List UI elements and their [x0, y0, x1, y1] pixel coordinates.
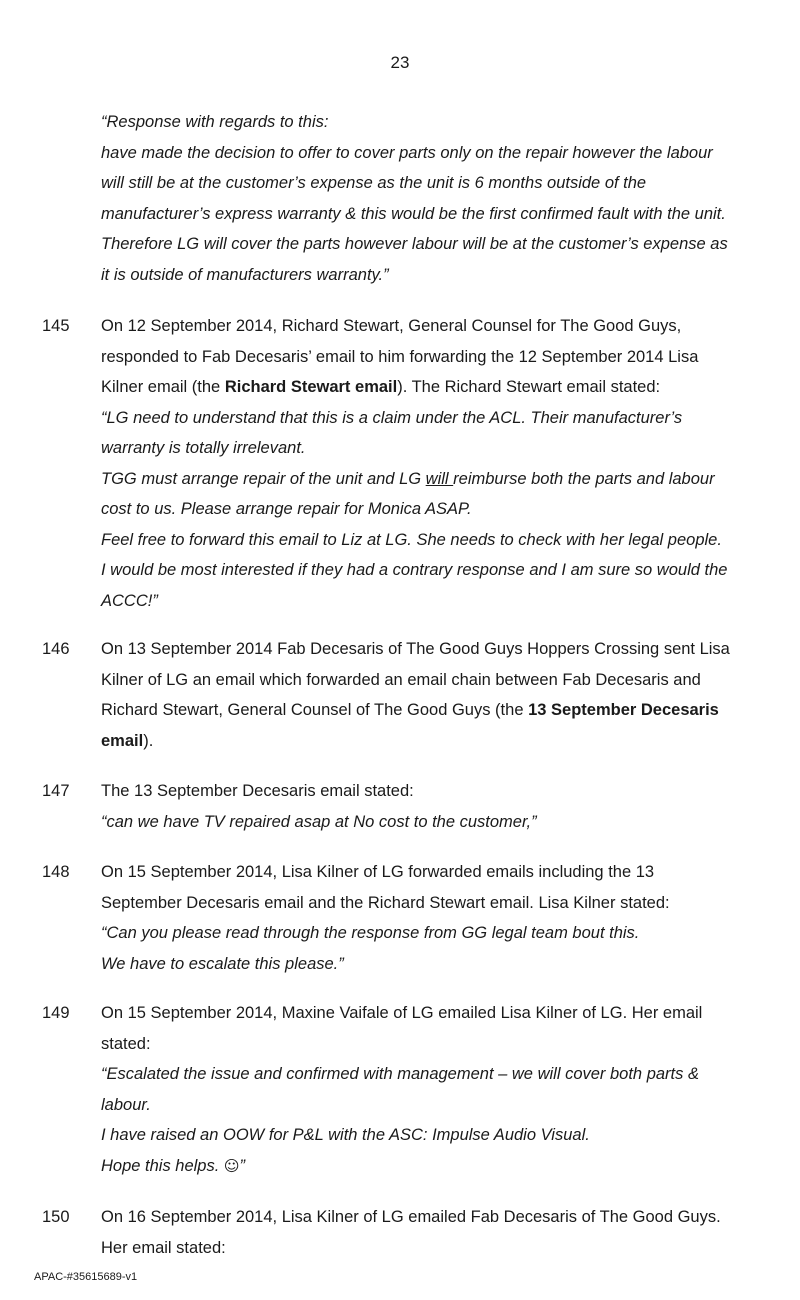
paragraph-line: On 12 September 2014, Richard Stewart, General Counsel for The Good Guys, [101, 317, 682, 335]
quote-line: I have raised an OOW for P&L with the ASC: Impulse Audio Visual. [101, 1126, 590, 1144]
paragraph-149 [101, 998, 781, 1181]
paragraph-150 [101, 1202, 781, 1263]
underlined-word: will [425, 469, 454, 488]
paragraph-line [101, 372, 781, 403]
intro-quote [101, 107, 781, 290]
defined-term: email [101, 731, 144, 750]
quote-line: “Escalated the issue and confirmed with management – we will cover both parts & [101, 1065, 699, 1083]
quote-line: ACCC!” [101, 591, 158, 610]
quote-line: “Response with regards to this: [101, 113, 329, 131]
paragraph-line: On 16 September 2014, Lisa Kilner of LG emailed Fab Decesaris of The Good Guys. [101, 1208, 721, 1226]
paragraph-147 [101, 776, 781, 837]
text-run: TGG must arrange repair of the unit and LG [101, 469, 426, 488]
quote-line: it is outside of manufacturers warranty.” [101, 265, 389, 284]
quote-line: manufacturer’s express warranty & this would be the first confirmed fault with the unit. [101, 204, 726, 223]
text-run: Kilner email (the [101, 378, 225, 396]
paragraph-line: stated: [101, 1034, 151, 1053]
paragraph-line: Her email stated: [101, 1238, 226, 1257]
quote-line [101, 1151, 781, 1182]
paragraph-line: On 13 September 2014 Fab Decesaris of The Good Guys Hoppers Crossing sent Lisa [101, 640, 730, 658]
paragraph-line: On 15 September 2014, Lisa Kilner of LG forwarded emails including the 13 [101, 863, 655, 881]
paragraph-line [101, 695, 781, 726]
quote-line: cost to us. Please arrange repair for Monica ASAP. [101, 500, 472, 518]
quote-line: “Can you please read through the response from GG legal team bout this. [101, 924, 640, 942]
text-run: Hope this helps. [101, 1156, 224, 1175]
smiley-icon: ☺ [223, 1156, 240, 1175]
quote-line: will still be at the customer’s expense as the unit is 6 months outside of the [101, 174, 647, 192]
text-run: ” [239, 1156, 246, 1175]
text-run: reimburse both the parts and labour [453, 469, 715, 488]
quote-line: have made the decision to offer to cover parts only on the repair however the labour [101, 143, 713, 162]
quote-line: “LG need to understand that this is a claim under the ACL. Their manufacturer’s [101, 408, 683, 427]
paragraph-line: Kilner of LG an email which forwarded an email chain between Fab Decesaris and [101, 670, 701, 689]
text-run: Richard Stewart, General Counsel of The Good Guys (the [101, 701, 529, 719]
paragraph-number-150: 150 [42, 1208, 70, 1226]
paragraph-number-146: 146 [42, 640, 70, 658]
quote-line: warranty is totally irrelevant. [101, 439, 306, 457]
quote-line: Therefore LG will cover the parts however labour will be at the customer’s expense as [101, 235, 728, 253]
quote-line [101, 464, 781, 495]
defined-term: Richard Stewart email [224, 378, 398, 396]
paragraph-number-145: 145 [42, 317, 70, 335]
paragraph-line: On 15 September 2014, Maxine Vaifale of LG emailed Lisa Kilner of LG. Her email [101, 1004, 703, 1022]
paragraph-148 [101, 857, 781, 979]
paragraph-number-149: 149 [42, 1004, 70, 1022]
paragraph-line [101, 726, 781, 757]
paragraph-number-148: 148 [42, 863, 70, 881]
defined-term: 13 September Decesaris [528, 701, 719, 719]
page-number: 23 [390, 53, 410, 72]
paragraph-line: responded to Fab Decesaris’ email to him forwarding the 12 September 2014 Lisa [101, 347, 699, 366]
paragraph-145 [101, 311, 781, 616]
paragraph-line: The 13 September Decesaris email stated: [101, 782, 414, 800]
text-run: ). The Richard Stewart email stated: [397, 378, 661, 396]
paragraph-146 [101, 634, 781, 756]
text-run: ). [143, 731, 154, 750]
quote-line: labour. [101, 1095, 151, 1114]
paragraph-number-147: 147 [42, 782, 70, 800]
quote-line: Feel free to forward this email to Liz at LG. She needs to check with her legal people. [101, 530, 722, 549]
quote-line: We have to escalate this please.” [101, 954, 344, 973]
quote-line: “can we have TV repaired asap at No cost to the customer,” [101, 812, 537, 831]
quote-line: I would be most interested if they had a contrary response and I am sure so would the [101, 561, 728, 579]
paragraph-line: September Decesaris email and the Richard Stewart email. Lisa Kilner stated: [101, 893, 670, 912]
document-footer: APAC-#35615689-v1 [34, 1271, 138, 1283]
